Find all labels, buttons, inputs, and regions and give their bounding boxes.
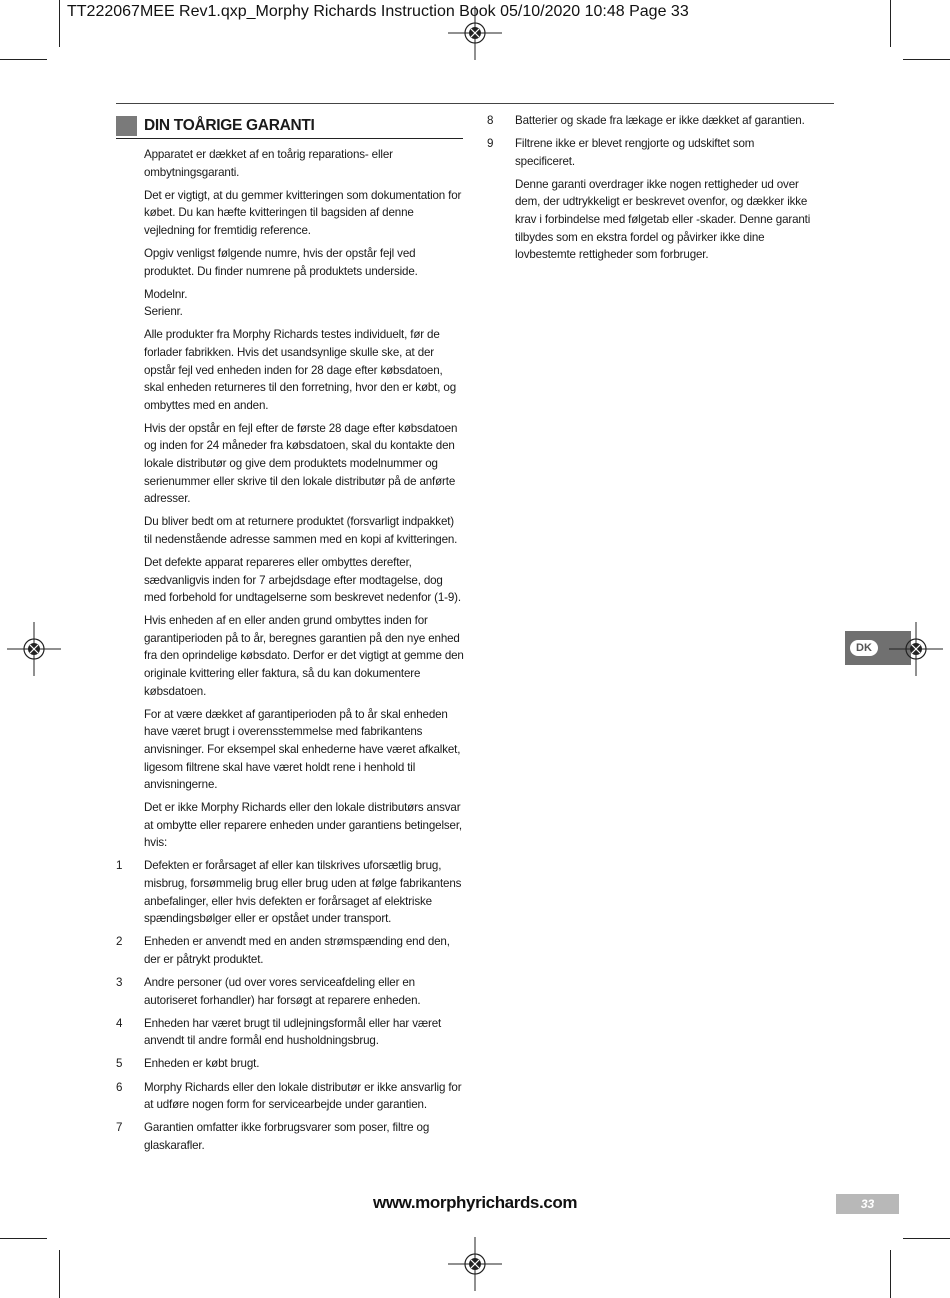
list-item xyxy=(487,112,815,130)
paragraph: Det defekte apparat repareres eller ombyttes derefter, sædvanligvis inden for 7 arbejdsdage efter modtagelse, dog med forbehold for undtagelserne som beskrevet nedenfor (1-9). xyxy=(144,555,461,605)
list-item-number: 9 xyxy=(487,137,494,151)
serial-number-label: Serienr. xyxy=(144,305,183,319)
list-item-text: Enheden har været brugt til udlejningsformål eller har været anvendt til andre formål end husholdningsbrug. xyxy=(144,1016,442,1048)
list-item-number: 6 xyxy=(116,1080,123,1094)
crop-mark-bottom-left-h xyxy=(0,1238,47,1239)
registration-mark-top-icon xyxy=(448,6,502,60)
model-number-label: Modelnr. xyxy=(144,287,188,301)
list-item-number: 8 xyxy=(487,114,494,127)
list-item-text: Enheden er anvendt med en anden strømspænding end den, der er påtrykt produktet. xyxy=(144,935,450,966)
list-item-text: Batterier og skade fra lækage er ikke dækket af garantien. xyxy=(515,114,805,127)
list-item-text: Andre personer (ud over vores serviceafdeling eller en autoriseret forhandler) har forsøgt at reparere enheden. xyxy=(144,976,421,1007)
list-item xyxy=(116,974,464,1009)
paragraph: Denne garanti overdrager ikke nogen rettigheder ud over dem, der udtrykkeligt er beskrevet ovenfor, og dækker ikke krav i forbindelse med følgetab eller -skader. Denne garanti tilbydes som en ekstra fordel og påvirker ikke dine lovbestemte rettigheder som forbruger. xyxy=(515,177,811,262)
list-item xyxy=(116,1079,464,1114)
page-number: 33 xyxy=(836,1194,899,1214)
website-url: www.morphyrichards.com xyxy=(373,1193,578,1212)
registration-mark-bottom-icon xyxy=(448,1237,502,1291)
paragraph: Opgiv venligst følgende numre, hvis der opstår fejl ved produktet. Du finder numrene på produktets underside. xyxy=(144,246,418,278)
crop-mark-bottom-right-v xyxy=(890,1250,891,1298)
right-column xyxy=(487,112,815,269)
crop-mark-bottom-left-v xyxy=(59,1250,60,1298)
registration-mark-right-icon xyxy=(889,622,943,676)
list-item-text: Garantien omfatter ikke forbrugsvarer som poser, filtre og glaskarafler. xyxy=(144,1121,430,1152)
top-rule xyxy=(116,103,834,104)
paragraph: For at være dækket af garantiperioden på to år skal enheden have været brugt i overensstemmelse med fabrikantens anvisninger. For eksempel skal enhederne have været afkalket, ligesom filtrene skal have været holdt rene i henhold til anvisningerne. xyxy=(144,707,461,792)
list-item-text: Defekten er forårsaget af eller kan tilskrives uforsætlig brug, misbrug, forsømmelig brug eller brug uden at følge fabrikantens anbefalinger, eller hvis defekten er forårsaget af elektriske spændingsbølger eller er opstået under transport. xyxy=(144,859,462,926)
crop-mark-top-left-h xyxy=(0,59,47,60)
crop-mark-top-left-v xyxy=(59,0,60,47)
list-item-number: 3 xyxy=(116,976,123,990)
heading-bar xyxy=(116,116,137,136)
list-item xyxy=(487,135,815,170)
list-item xyxy=(116,1055,464,1073)
list-item-text: Filtrene ikke er blevet rengjorte og udskiftet som specificeret. xyxy=(515,137,755,168)
list-item-text: Enheden er købt brugt. xyxy=(144,1057,260,1071)
section-heading xyxy=(116,116,463,139)
paragraph: Hvis der opstår en fejl efter de første 28 dage efter købsdatoen og inden for 24 måneder fra købsdatoen, skal du kontakte den lokale distributør og give dem produktets modelnummer og serienummer eller skrive til den lokale distributør på de anførte adresser. xyxy=(144,421,458,506)
list-item xyxy=(116,933,464,968)
heading-title: DIN TOÅRIGE GARANTI xyxy=(144,117,315,134)
registration-mark-left-icon xyxy=(7,622,61,676)
list-item xyxy=(116,1015,464,1050)
paragraph: Hvis enheden af en eller anden grund ombyttes inden for garantiperioden på to år, beregnes garantien på den nye enhed fra den oprindelige købsdato. Derfor er det vigtigt at gemme den originale kvittering eller faktura, så du kan dokumentere købsdatoen. xyxy=(144,614,464,698)
list-item-number: 7 xyxy=(116,1121,123,1135)
paragraph: Apparatet er dækket af en toårig reparations- eller ombytningsgaranti. xyxy=(144,148,393,179)
left-column xyxy=(116,146,464,1160)
crop-mark-top-right-v xyxy=(890,0,891,47)
list-item-number: 1 xyxy=(116,859,123,873)
list-item xyxy=(116,857,464,927)
language-tab-label: DK xyxy=(850,640,878,656)
paragraph: Alle produkter fra Morphy Richards testes individuelt, før de forlader fabrikken. Hvis det usandsynlige skulle ske, at der opstår fejl ved enheden inden for 28 dage efter købsdatoen, skal enheden returneres til den forretning, hvor den er købt, og ombyttes med en anden. xyxy=(144,328,456,412)
crop-mark-top-right-h xyxy=(903,59,950,60)
list-item xyxy=(116,1119,464,1154)
list-item-text: Morphy Richards eller den lokale distributør er ikke ansvarlig for at udføre nogen form for servicearbejde under garantien. xyxy=(144,1080,462,1112)
list-item-number: 2 xyxy=(116,935,123,949)
paragraph: Du bliver bedt om at returnere produktet (forsvarligt indpakket) til nedenstående adresse sammen med en kopi af kvitteringen. xyxy=(144,515,458,546)
list-item-number: 5 xyxy=(116,1057,123,1071)
crop-mark-bottom-right-h xyxy=(903,1238,950,1239)
paragraph: Det er ikke Morphy Richards eller den lokale distributørs ansvar at ombytte eller reparere enheden under garantiens betingelser, hvis: xyxy=(144,801,462,850)
list-item-number: 4 xyxy=(116,1016,123,1030)
paragraph: Det er vigtigt, at du gemmer kvitteringen som dokumentation for købet. Du kan hæfte kvitteringen til bagsiden af denne vejledning for fremtidig reference. xyxy=(144,188,462,237)
print-slug: TT222067MEE Rev1.qxp_Morphy Richards Instruction Book 05/10/2020 10:48 Page 33 xyxy=(67,3,689,20)
